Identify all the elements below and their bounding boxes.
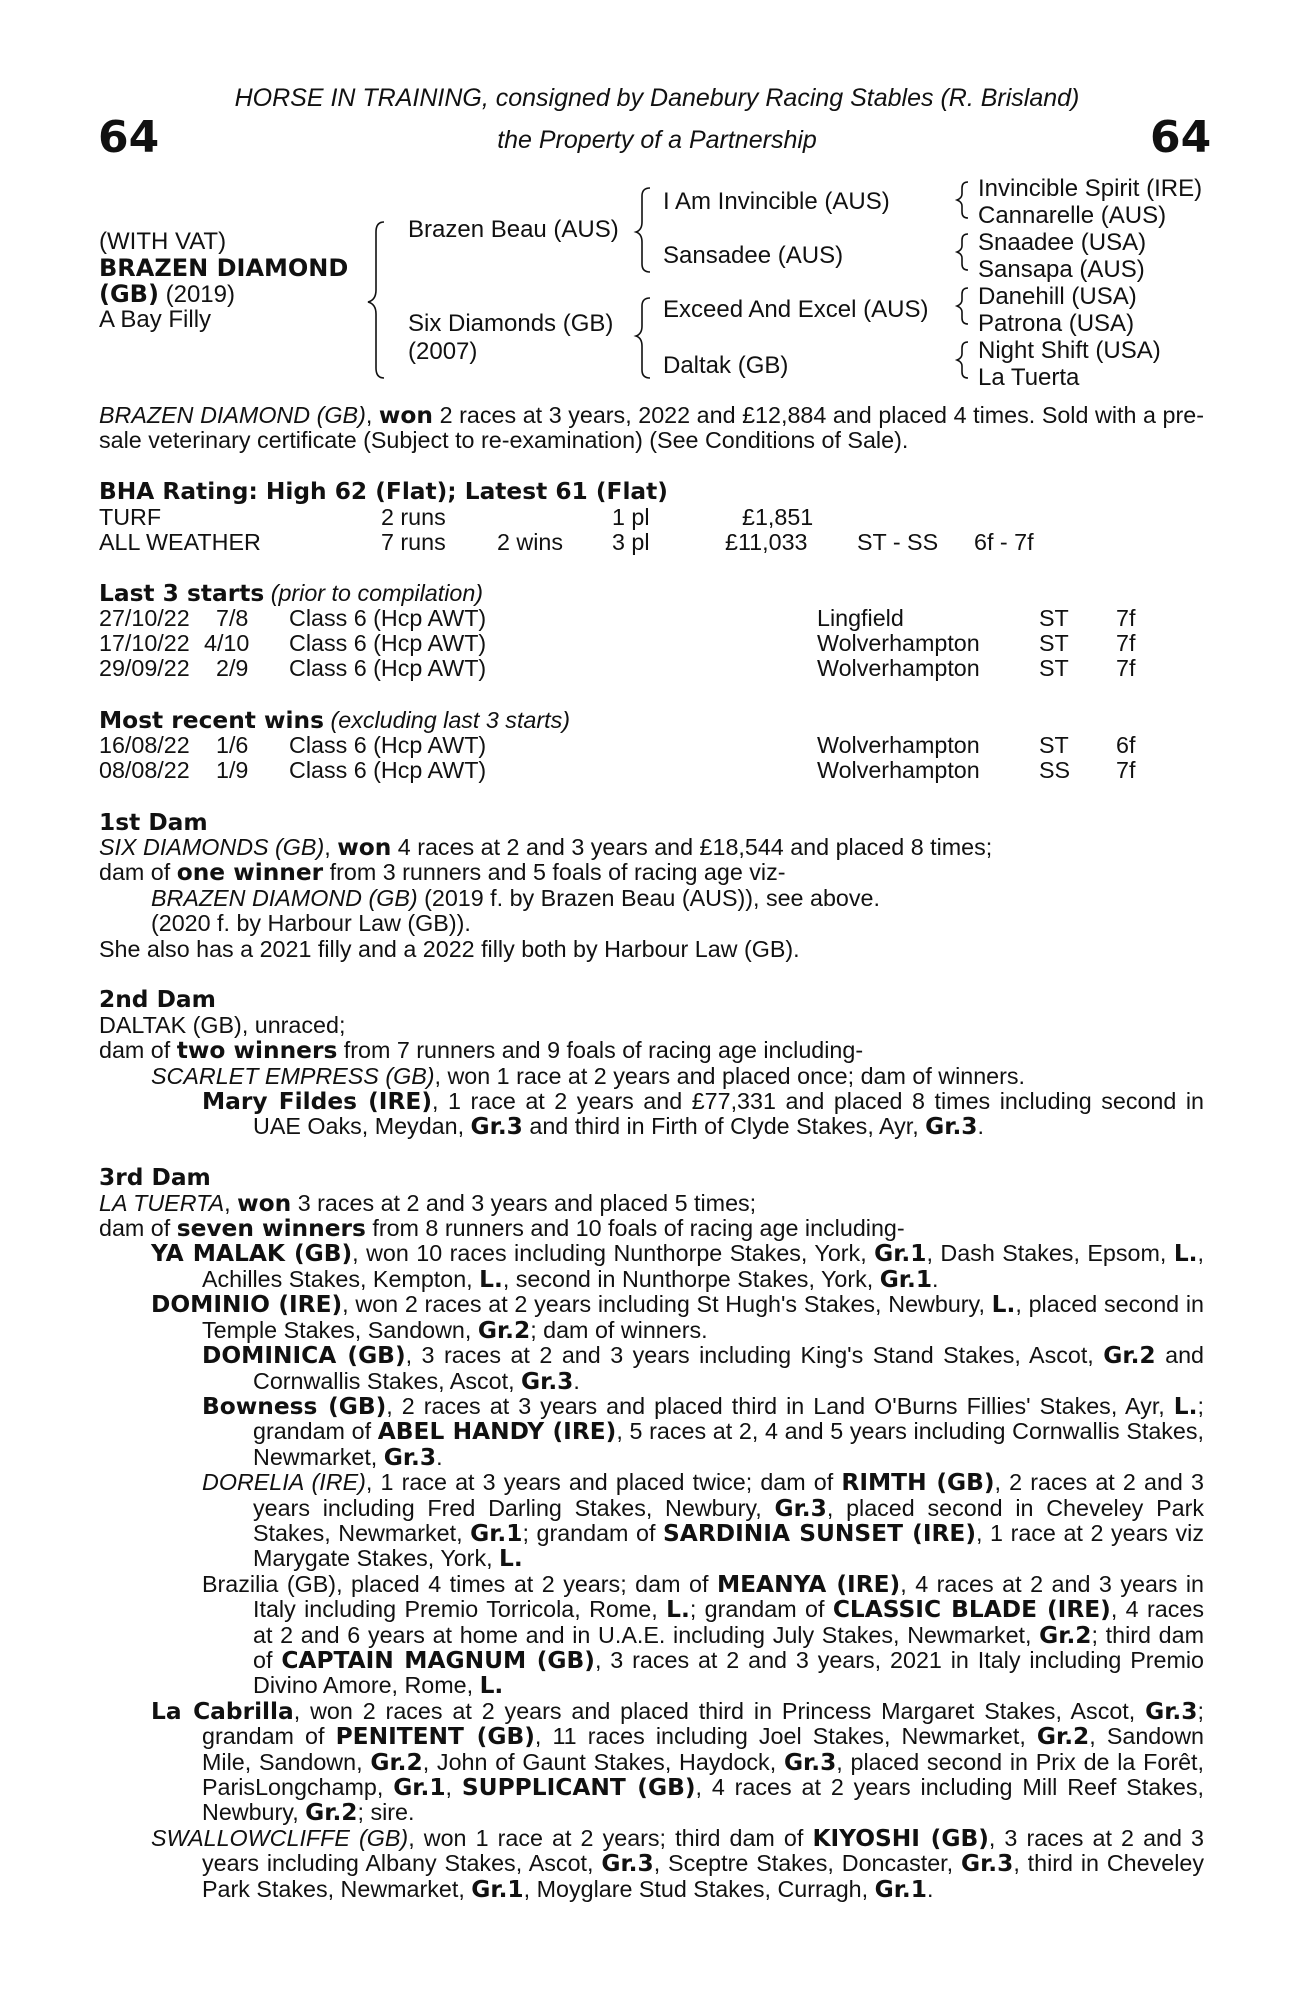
dam1-line1: SIX DIAMONDS (GB), won 4 races at 2 and 3 years and £18,544 and placed 8 times;: [99, 834, 993, 861]
recent-wins-note: (excluding last 3 starts): [330, 706, 571, 733]
last-starts-heading: [99, 581, 1204, 606]
progeny-swallowcliffe: SWALLOWCLIFFE (GB), won 1 race at 2 years; third dam of KIYOSHI (GB), 3 races at 2 and 3 years including Albany Stakes, Ascot, Gr.3, Sceptre Stakes, Doncaster, Gr.3, third in Cheveley Park Stakes, Newmarket, Gr.1, Moyglare Stud Stakes, Curragh, Gr.1.: [151, 1824, 1205, 1903]
form-distance: 7f: [1116, 757, 1136, 784]
rating-distance: 6f - 7f: [974, 528, 1034, 555]
dam-dam: Daltak (GB): [663, 352, 789, 379]
gg-2: Cannarelle (AUS): [978, 202, 1167, 229]
dam1-line3: She also has a 2021 filly and a 2022 filly both by Harbour Law (GB).: [99, 935, 800, 962]
rating-going: ST - SS: [857, 528, 939, 555]
dam1-winners: one winner: [176, 859, 324, 887]
dam2-title: 2nd Dam: [99, 986, 216, 1014]
rating-row-turf: [99, 505, 1204, 530]
sire-name: Brazen Beau (AUS): [408, 216, 619, 243]
brace-g2: [957, 234, 968, 270]
sire-brace: [636, 188, 650, 272]
dam3-won: won: [237, 1189, 292, 1217]
gg-5: Danehill (USA): [978, 283, 1137, 310]
vat-label: (WITH VAT): [99, 228, 227, 255]
form-position: 4/10: [204, 630, 250, 657]
dam1-title: 1st Dam: [99, 808, 208, 836]
dam1-line2: [99, 860, 1204, 885]
horse-name-text: BRAZEN DIAMOND: [99, 254, 349, 282]
catalogue-body: [99, 403, 1204, 1902]
form-position: 7/8: [216, 605, 249, 632]
gg-1: Invincible Spirit (IRE): [978, 175, 1203, 202]
recent-wins-title: Most recent wins: [99, 706, 324, 734]
form-distance: 6f: [1116, 732, 1136, 759]
dam2-progeny-1: [99, 1064, 1204, 1089]
main-brace: [368, 222, 384, 378]
rating-placed: 3 pl: [612, 528, 650, 555]
dam-year: (2007): [408, 338, 478, 365]
recent-wins-table: [99, 733, 1204, 784]
rating-wins: 2 wins: [497, 528, 564, 555]
gg-4: Sansapa (AUS): [978, 256, 1145, 283]
form-row: [99, 733, 1204, 758]
form-course: Wolverhampton: [817, 757, 980, 784]
form-date: 16/08/22: [99, 732, 190, 759]
brace-g3: [957, 288, 968, 324]
rating-row-aw: [99, 530, 1204, 555]
dam1-name: SIX DIAMONDS (GB): [99, 834, 325, 860]
form-course: Wolverhampton: [817, 630, 980, 657]
form-distance: 7f: [1116, 655, 1136, 682]
gg-8: La Tuerta: [978, 364, 1080, 391]
brace-g1: [957, 182, 968, 218]
form-row: [99, 656, 1204, 681]
form-going: ST: [1039, 630, 1069, 657]
form-date: 08/08/22: [99, 757, 190, 784]
horse-description: A Bay Filly: [99, 306, 212, 333]
progeny-text: (2019 f. by Brazen Beau (AUS)), see above.: [417, 884, 880, 911]
summary-horse-name: BRAZEN DIAMOND (GB): [99, 402, 366, 428]
gg-6: Patrona (USA): [978, 310, 1135, 337]
form-distance: 7f: [1116, 605, 1136, 632]
form-course: Wolverhampton: [817, 655, 980, 682]
dam3-line2: dam of seven winners from 8 runners and 10 foals of racing age including-: [99, 1215, 905, 1243]
form-row: [99, 631, 1204, 656]
consignor-line: HORSE IN TRAINING, consigned by Danebury Racing Stables (R. Brisland): [234, 84, 1080, 112]
progeny-brazilia: Brazilia (GB), placed 4 times at 2 years; dam of MEANYA (IRE), 4 races at 2 and 3 years in Italy including Premio Torricola, Rome, L.; grandam of CLASSIC BLADE (IRE), 4 races at 2 and 6 years at home and in U.A.E. including July Stakes, Newmarket, Gr.2; third dam of CAPTAIN MAGNUM (GB), 3 races at 2 and 3 years, 2021 in Italy including Premio Divino Amore, Rome, L.: [202, 1570, 1204, 1700]
form-going: ST: [1039, 605, 1069, 632]
form-date: 17/10/22: [99, 630, 190, 657]
progeny-text: , won 1 race at 2 years and placed once; dam of winners.: [434, 1062, 1026, 1089]
form-race: Class 6 (Hcp AWT): [289, 605, 487, 632]
form-position: 1/9: [216, 757, 249, 784]
lot-number-left: 64: [98, 112, 160, 163]
rating-title: BHA Rating: High 62 (Flat); Latest 61 (Flat): [99, 478, 668, 506]
dam1-dam-of: dam of: [99, 859, 177, 886]
progeny-name: SCARLET EMPRESS (GB): [151, 1062, 435, 1089]
horse-country: (GB): [99, 280, 159, 308]
dam1-progeny-1: [99, 886, 1204, 911]
progeny-la-cabrilla: La Cabrilla, won 2 races at 2 years and placed third in Princess Margaret Stakes, Ascot, Gr.3; grandam of PENITENT (GB), 11 races including Joel Stakes, Newmarket, Gr.2, Sandown Mile, Sandown, Gr.2, John of Gaunt Stakes, Haydock, Gr.3, placed second in Prix de la Forêt, ParisLongchamp, Gr.1, SUPPLICANT (GB), 4 races at 2 years including Mill Reef Stakes, Newbury, Gr.2; sire.: [151, 1697, 1205, 1827]
horse-year: (2019): [165, 281, 235, 308]
dam1-progeny-2: (2020 f. by Harbour Law (GB)).: [151, 910, 471, 937]
form-going: ST: [1039, 732, 1069, 759]
progeny-name: BRAZEN DIAMOND (GB): [151, 884, 418, 911]
brace-g4: [957, 342, 968, 378]
dam2-winners: two winners: [176, 1037, 338, 1065]
form-race: Class 6 (Hcp AWT): [289, 630, 487, 657]
rating-runs: 2 runs: [381, 503, 446, 530]
dam1-won: won: [337, 834, 392, 861]
form-race: Class 6 (Hcp AWT): [289, 757, 487, 784]
progeny-ya-malak: YA MALAK (GB), won 10 races including Nunthorpe Stakes, York, Gr.1, Dash Stakes, Epsom, L., Achilles Stakes, Kempton, L., second in Nunthorpe Stakes, York, Gr.1.: [151, 1240, 1204, 1293]
last-starts-table: [99, 606, 1204, 682]
form-date: 29/09/22: [99, 655, 190, 682]
dam3-text: 3 races at 2 and 3 years and placed 5 times;: [291, 1189, 757, 1216]
form-position: 1/6: [216, 732, 249, 759]
dam3-title: 3rd Dam: [99, 1164, 211, 1192]
rating-placed: 1 pl: [612, 503, 650, 530]
rating-surface: ALL WEATHER: [99, 528, 261, 555]
dam1-text: 4 races at 2 and 3 years and £18,544 and placed 8 times;: [391, 834, 993, 860]
last-starts-title: Last 3 starts: [99, 580, 265, 607]
form-row: [99, 758, 1204, 783]
property-line: the Property of a Partnership: [497, 126, 817, 154]
dam-sire: Exceed And Excel (AUS): [663, 296, 929, 323]
form-distance: 7f: [1116, 630, 1136, 657]
dam-brace: [636, 298, 650, 378]
form-race: Class 6 (Hcp AWT): [289, 732, 487, 759]
rating-table: [99, 505, 1204, 556]
dam3-name: LA TUERTA: [99, 1189, 225, 1216]
progeny-dorelia: DORELIA (IRE), 1 race at 3 years and placed twice; dam of RIMTH (GB), 2 races at 2 and 3 years including Fred Darling Stakes, Newbury, Gr.3, placed second in Cheveley Park Stakes, Newmarket, Gr.1; grandam of SARDINIA SUNSET (IRE), 1 race at 2 years viz Marygate Stakes, York, L.: [202, 1469, 1204, 1573]
dam2-progeny-2: Mary Fildes (IRE), 1 race at 2 years and £77,331 and placed 8 times including second in UAE Oaks, Meydan, Gr.3 and third in Firth of Clyde Stakes, Ayr, Gr.3.: [202, 1088, 1204, 1141]
dam2-dam-of: dam of: [99, 1037, 177, 1064]
form-going: ST: [1039, 655, 1069, 682]
rating-prize: £1,851: [742, 503, 814, 530]
dam-name: Six Diamonds (GB): [408, 310, 614, 337]
dam1-foals: from 3 runners and 5 foals of racing age viz-: [323, 859, 786, 886]
dam3-line1: LA TUERTA, won 3 races at 2 and 3 years and placed 5 times;: [99, 1189, 757, 1217]
gg-3: Snaadee (USA): [978, 229, 1147, 256]
sire-dam: Sansadee (AUS): [663, 242, 844, 269]
gg-7: Night Shift (USA): [978, 337, 1161, 364]
form-course: Lingfield: [817, 605, 904, 632]
progeny-bowness: Bowness (GB), 2 races at 3 years and placed third in Land O'Burns Fillies' Stakes, Ayr, L.; grandam of ABEL HANDY (IRE), 5 races at 2, 4 and 5 years including Cornwallis Stakes, Newmarket, Gr.3.: [202, 1392, 1205, 1471]
rating-prize: £11,033: [725, 528, 808, 555]
form-row: [99, 606, 1204, 631]
rating-surface: TURF: [99, 503, 162, 530]
lot-number-right: 64: [1150, 112, 1212, 163]
form-date: 27/10/22: [99, 605, 190, 632]
sire-sire: I Am Invincible (AUS): [663, 188, 890, 215]
summary-won: won: [378, 402, 434, 429]
summary-paragraph: BRAZEN DIAMOND (GB), won 2 races at 3 years, 2022 and £12,884 and placed 4 times. Sold with a pre-sale veterinary certificate (Subject to re-examination) (See Conditions of Sale).: [99, 402, 1204, 454]
dam2-foals: from 7 runners and 9 foals of racing age including-: [337, 1037, 864, 1064]
progeny-dominio: DOMINIO (IRE), won 2 races at 2 years including St Hugh's Stakes, Newbury, L., placed second in Temple Stakes, Sandown, Gr.2; dam of winners.: [151, 1291, 1204, 1344]
dam3-winners: seven winners: [176, 1215, 366, 1243]
form-position: 2/9: [216, 655, 249, 682]
progeny-dominica: DOMINICA (GB), 3 races at 2 and 3 years including King's Stand Stakes, Ascot, Gr.2 and Cornwallis Stakes, Ascot, Gr.3.: [202, 1342, 1205, 1395]
form-going: SS: [1039, 757, 1071, 784]
form-course: Wolverhampton: [817, 732, 980, 759]
last-starts-note: (prior to compilation): [270, 580, 484, 606]
summary-text: 2 races at 3 years, 2022 and £12,884 and placed 4 times. Sold with a pre-sale veterinary certificate (Subject to re-examination) (See Conditions of Sale).: [99, 402, 1204, 454]
dam2-line1: DALTAK (GB), unraced;: [99, 1011, 346, 1038]
progeny-name: Mary Fildes (IRE): [202, 1088, 432, 1116]
dam2-line2: [99, 1038, 1204, 1063]
rating-runs: 7 runs: [381, 528, 446, 555]
recent-wins-heading: [99, 708, 1204, 733]
form-race: Class 6 (Hcp AWT): [289, 655, 487, 682]
